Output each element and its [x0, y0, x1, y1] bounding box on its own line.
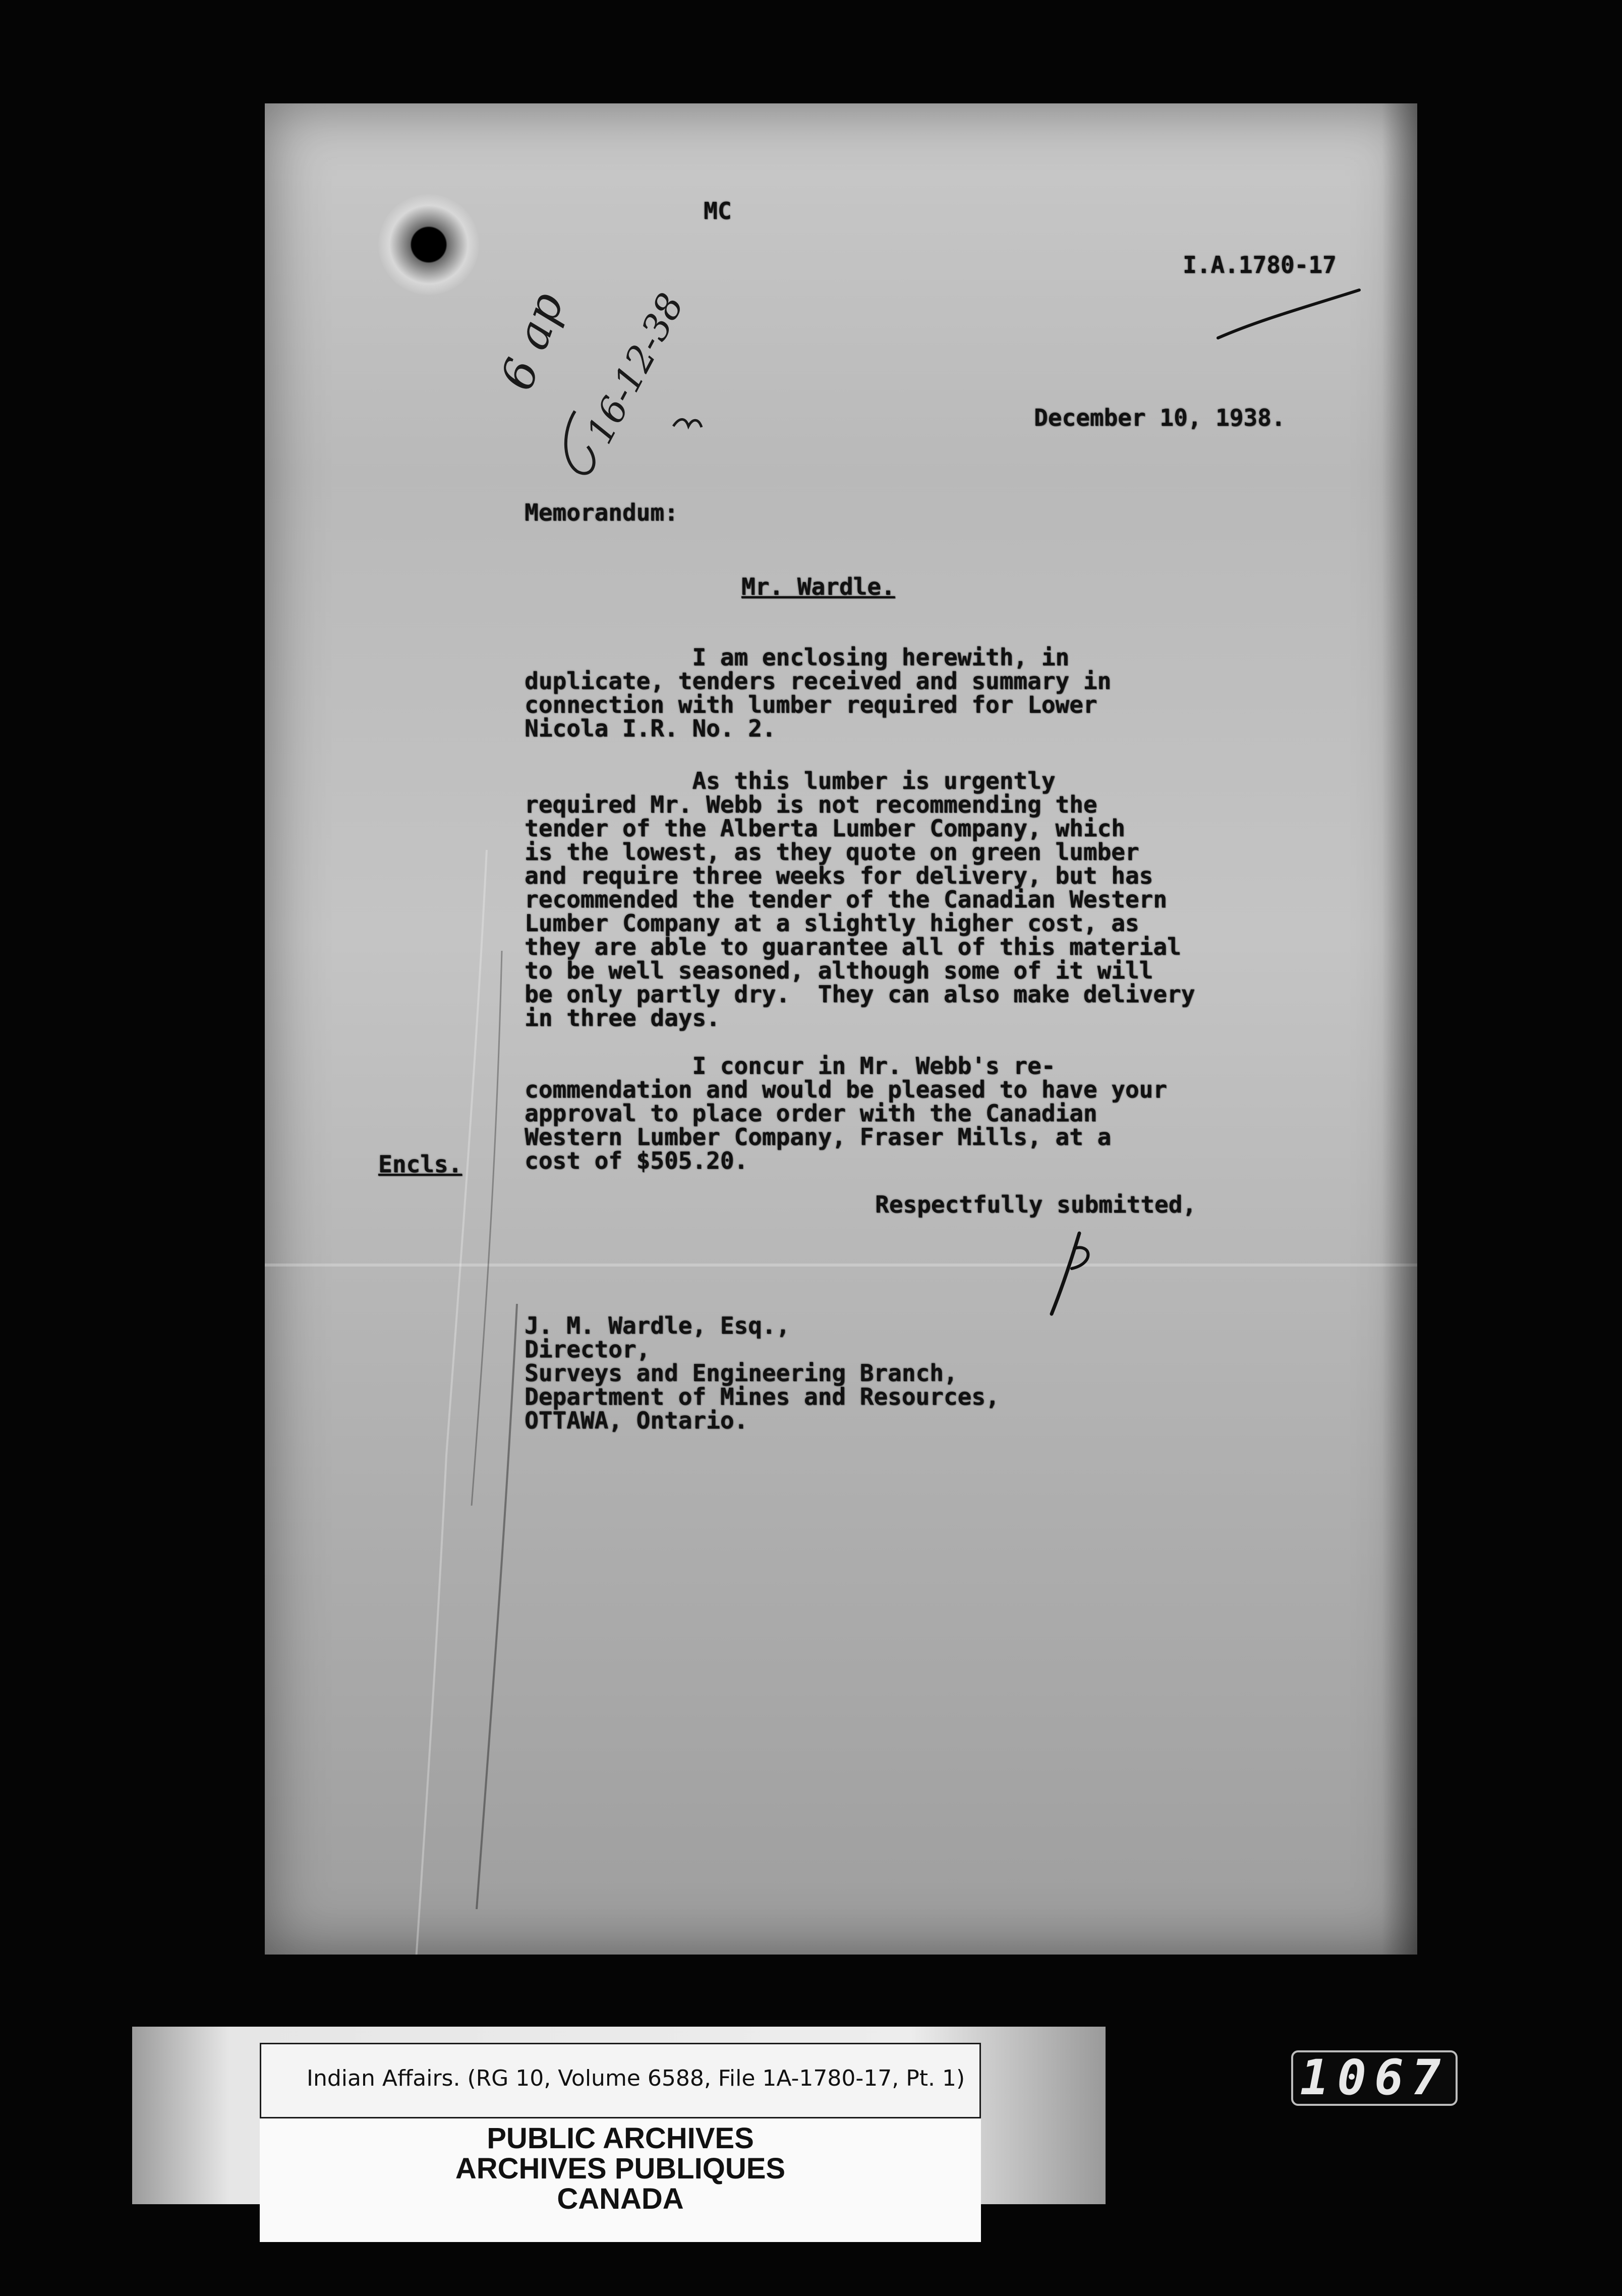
- header-initials: MC: [704, 197, 732, 224]
- closing-line: Respectfully submitted,: [875, 1191, 1196, 1218]
- archives-line-english: PUBLIC ARCHIVES: [487, 2122, 754, 2155]
- punch-hole: [378, 194, 479, 295]
- memo-label: Memorandum:: [525, 499, 678, 526]
- handwritten-notation: [487, 280, 719, 492]
- archive-citation: Indian Affairs. (RG 10, Volume 6588, File 1A-1780-17, Pt. 1): [307, 2065, 965, 2091]
- paragraph-1: I am enclosing herewith, in duplicate, tenders received and summary in connection with lumber required for Lower Nicola I.R. No. 2.: [525, 644, 1112, 742]
- file-reference: I.A.1780-17: [1183, 251, 1337, 278]
- pen-stroke-mark: [1213, 285, 1364, 346]
- memorandum-page: [265, 103, 1417, 1955]
- handwritten-line-2: 16-12-38: [577, 286, 692, 450]
- archives-line-country: CANADA: [557, 2183, 684, 2215]
- public-archives-stamp: [260, 2118, 981, 2242]
- enclosures-label: Encls.: [378, 1151, 462, 1178]
- recipient-address: J. M. Wardle, Esq., Director, Surveys and Engineering Branch, Department of Mines and Resources, OTTAWA, Ontario.: [525, 1312, 1000, 1434]
- citation-card: [260, 2043, 981, 2118]
- frame-number: 1067: [1291, 2050, 1458, 2106]
- archives-line-french: ARCHIVES PUBLIQUES: [455, 2152, 786, 2185]
- memo-date: December 10, 1938.: [1034, 404, 1286, 431]
- handwritten-line-1: 6 ap: [490, 285, 574, 397]
- film-scratches: [386, 850, 588, 1955]
- paragraph-3: I concur in Mr. Webb's re- commendation and would be pleased to have your approval to place order with the Canadian Western Lumber Company, Fraser Mills, at a cost of $505.20.: [525, 1052, 1167, 1174]
- paragraph-2: As this lumber is urgently required Mr. Webb is not recommending the tender of the Alberta Lumber Company, which is the lowest, as they quote on green lumber and require three weeks for delivery, but has recommended the tender of the Canadian Western Lumber Company at a slightly higher cost, as they are able to guarantee all of this material to be well seasoned, although some of it will be only partly dry. They can also make delivery in three days.: [525, 767, 1195, 1031]
- page-edge-shadow: [1382, 103, 1417, 1955]
- addressee: Mr. Wardle.: [741, 573, 895, 600]
- handwritten-initial: [1031, 1228, 1102, 1319]
